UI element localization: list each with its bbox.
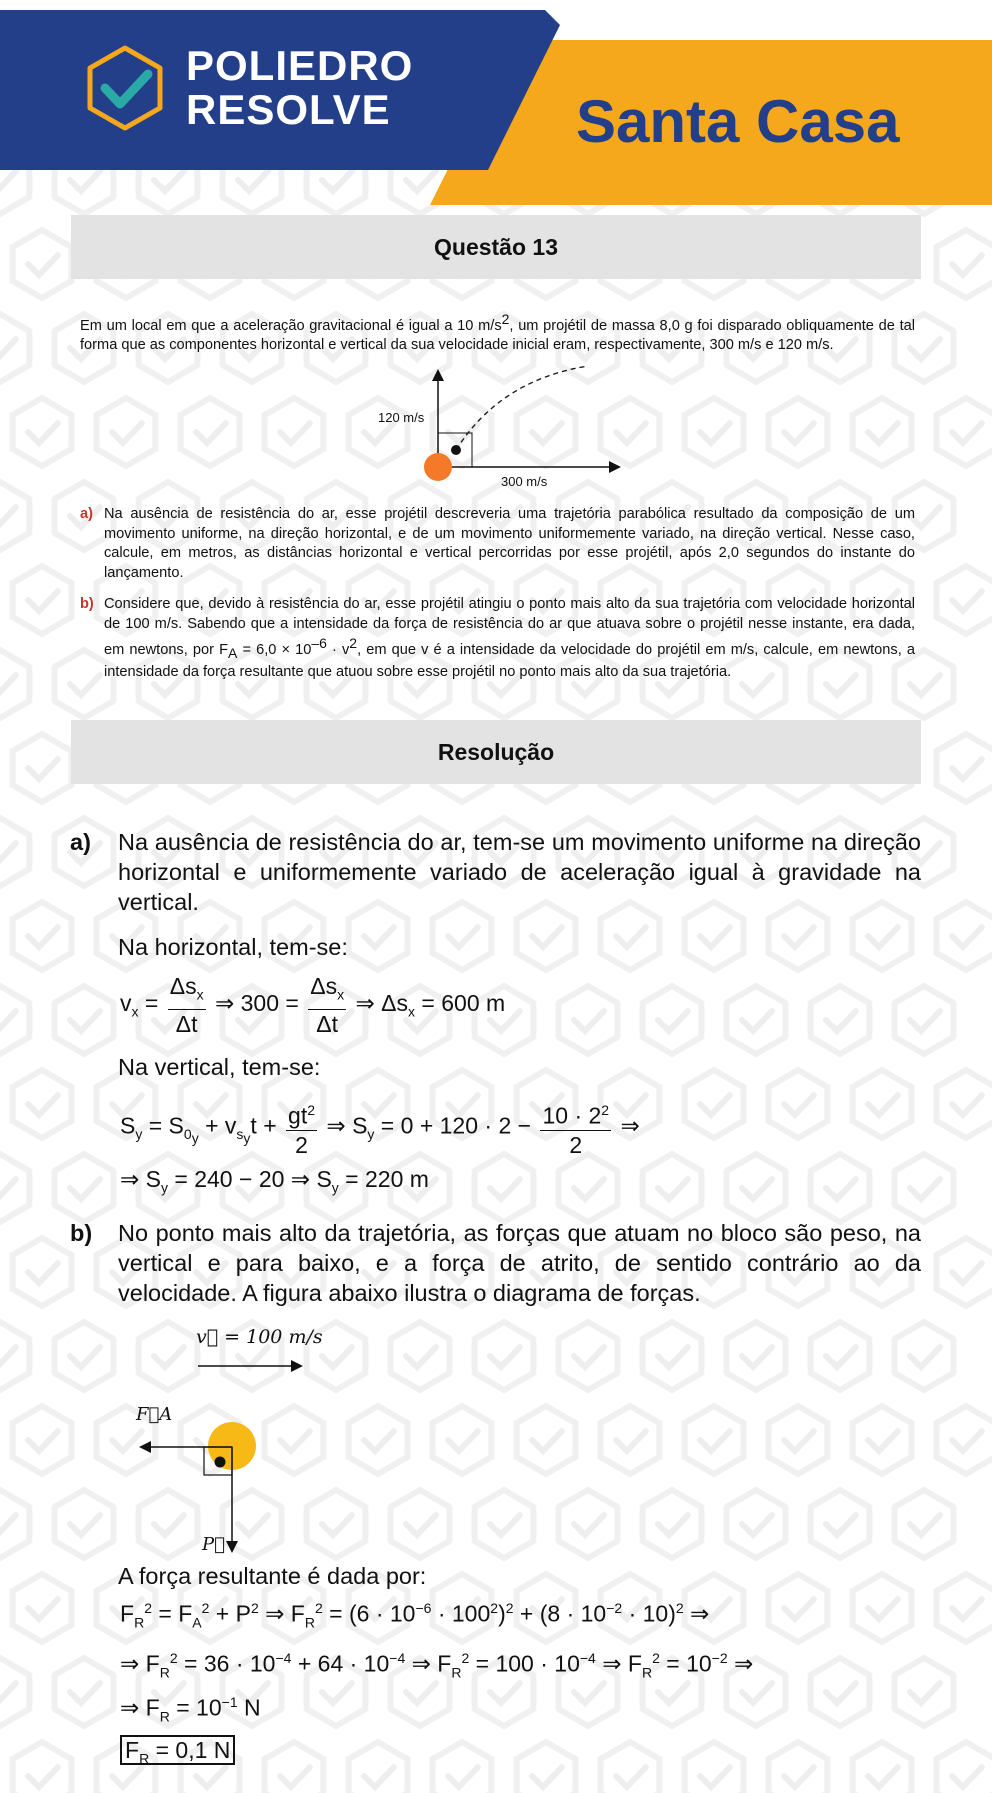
brand-line-2: RESOLVE	[186, 86, 391, 133]
equation-resultant-1: $F_R^2 = F_A^2 + P^2$ ⇒ $F_R^2 = (6 \cdot 10^{-6} \cdot 100^2)^2 + (8 \cdot 10^{-2} \cdot 10)^2$ ⇒	[120, 1600, 710, 1631]
question-item-a	[80, 505, 915, 583]
force-diagram	[120, 1320, 360, 1560]
weight-label: P⃗	[202, 1534, 225, 1555]
equation-horizontal: $v_x$ = $\frac{\Delta s_x}{\Delta t}$ ⇒ 300 = $\frac{\Delta s_x}{\Delta t}$ ⇒ $\Delta s_x = 600$ m	[120, 973, 506, 1037]
trajectory	[456, 366, 588, 450]
item-a-text: Na ausência de resistência do ar, esse projétil descreveria uma trajetória parabólica resultado da composição de um movimento uniforme, na direção horizontal, e de um movimento uniformemente variado, na direção vertical. Nesse caso, calcule, em metros, as distâncias horizontal e vertical percorridas por esse projétil, após 2,0 segundos do instante do lançamento.	[104, 506, 915, 581]
vertical-intro: Na vertical, tem-se:	[118, 1054, 321, 1080]
velocity-label: v⃗ = 100 m/s	[196, 1326, 323, 1348]
fa-label: F⃗A	[136, 1404, 173, 1425]
equation-resultant-3: ⇒ $F_R = 10^{-1}$ N	[120, 1694, 261, 1725]
question-title: Questão 13	[71, 215, 921, 279]
resolution-b-text: No ponto mais alto da trajetória, as forças que atuam no bloco são peso, na vertical e para baixo, e a força de atrito, de sentido contrário ao da velocidade. A figura abaixo ilustra o diagrama de forças.	[118, 1220, 921, 1306]
resolution-b-label: b)	[70, 1220, 93, 1246]
item-b-label: b)	[80, 596, 94, 612]
body-point	[215, 1457, 226, 1468]
launcher	[424, 453, 452, 481]
vx-label: 300 m/s	[501, 474, 548, 489]
resolution-a-label: a)	[70, 829, 91, 855]
vy-label: 120 m/s	[378, 410, 425, 425]
final-answer: $F_R = 0,1$ N	[120, 1737, 235, 1767]
equation-vertical-1: $S_y = S_{0_y} + v_{s_y}t$ + $\frac{gt^2}{2}$ ⇒ $S_y = 0 + 120 \cdot 2$ − $\frac{10 \cdot 2^2}{2}$ ⇒	[120, 1096, 640, 1159]
resolution-a-text: Na ausência de resistência do ar, tem-se um movimento uniforme na direção horizontal e uniformemente variado de aceleração igual à gravidade na vertical.	[118, 829, 921, 915]
question-intro: Em um local em que a aceleração gravitacional é igual a 10 $m/s^2$, um projétil de massa 8,0 g foi disparado obliquamente de tal forma que as componentes horizontal e vertical da sua velocidade inicial eram, respectivamente, 300 m/s e 120 m/s.	[80, 311, 915, 354]
exam-name: Santa Casa	[576, 88, 900, 155]
resultant-intro: A força resultante é dada por:	[118, 1563, 427, 1589]
resolution-title: Resolução	[71, 720, 921, 784]
horizontal-intro: Na horizontal, tem-se:	[118, 934, 348, 960]
projectile	[451, 445, 461, 455]
brand-logo-text	[186, 44, 413, 132]
equation-resultant-2: ⇒ $F_R^2 = 36 \cdot 10^{-4} + 64 \cdot 10^{-4}$ ⇒ $F_R^2 = 100 \cdot 10^{-4}$ ⇒ $F_R^2 = 10^{-2}$ ⇒	[120, 1650, 754, 1681]
item-b-text: Considere que, devido à resistência do ar, esse projétil atingiu o ponto mais alto da sua trajetória com velocidade horizontal de 100 m/s. Sabendo que a intensidade da força de resistência do ar que atuava sobre o projétil nesse instante, era dada, em newtons, por $F_A = 6,0 \times 10^{-6} \cdot v^2$, em que v é a intensidade da velocidade do projétil em m/s, calcule, em newtons, a intensidade da força resultante que atuou sobre esse projétil no ponto mais alto da sua trajetória.	[104, 596, 915, 681]
equation-vertical-2: ⇒ $S_y = 240 - 20$ ⇒ $S_y = 220$ m	[120, 1166, 429, 1196]
brand-line-1: POLIEDRO	[186, 42, 414, 89]
question-item-b	[80, 595, 915, 683]
item-a-label: a)	[80, 506, 93, 522]
